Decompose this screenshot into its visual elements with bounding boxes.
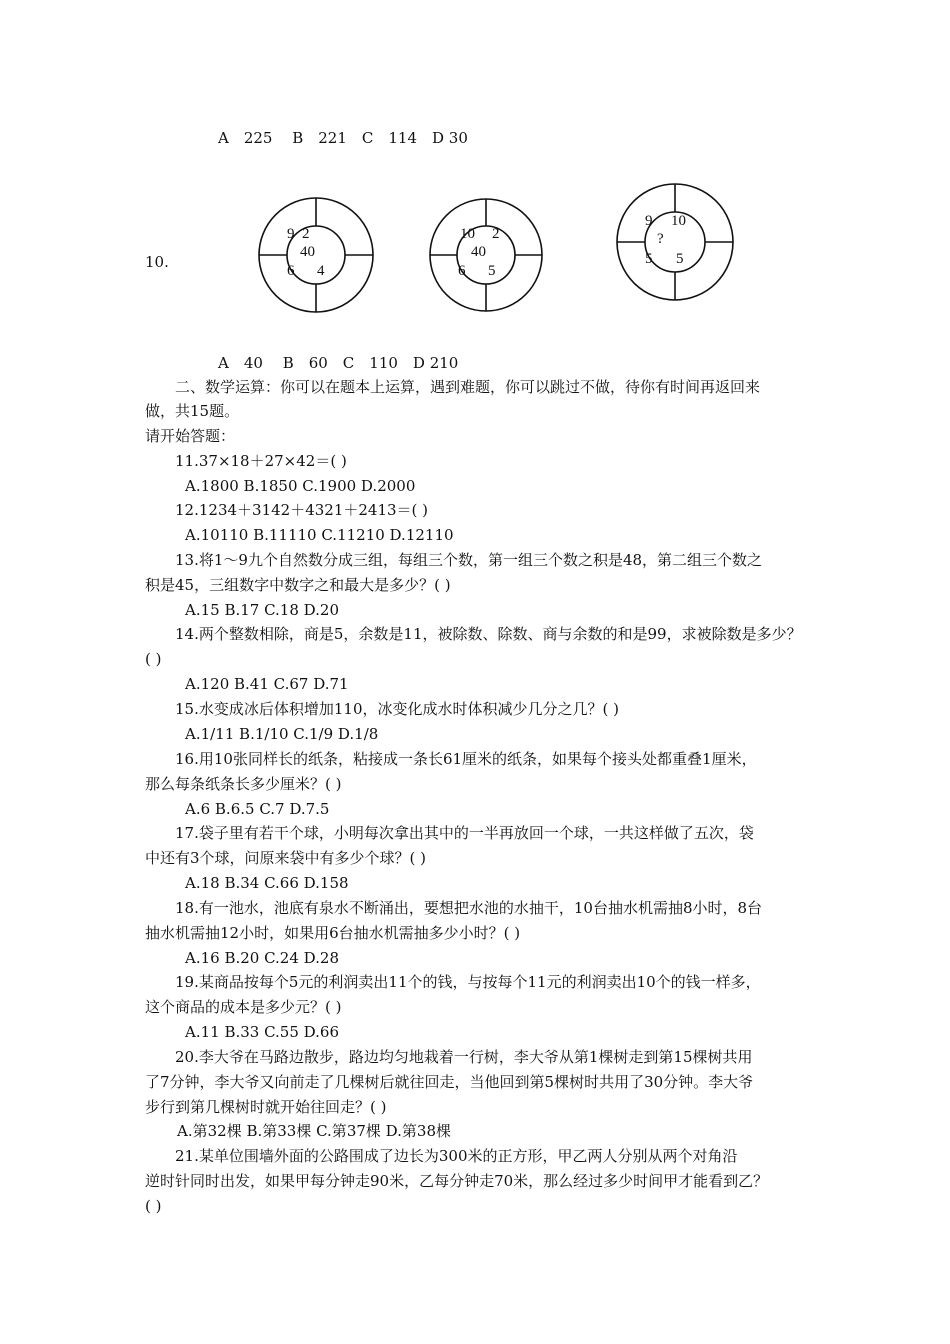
start-prompt: 请开始答题：	[145, 427, 236, 445]
q20-text-line2: 了7分钟，李大爷又向前走了几棵树后就往回走，当他回到第5棵树时共用了30分钟。李大爷	[145, 1073, 754, 1091]
q14-text-line1: 14.两个整数相除，商是5，余数是11，被除数、除数、商与余数的和是99，求被除数是多少？	[175, 625, 802, 643]
q14-options: A.120 B.41 C.67 D.71	[185, 675, 349, 693]
circle1-top-left: 9	[287, 226, 295, 242]
q10-number: 10.	[145, 253, 169, 271]
circle2-top-left: 10	[460, 226, 475, 242]
circle-diagram-1	[259, 198, 373, 312]
q20-options: A.第32棵 B.第33棵 C.第37棵 D.第38棵	[177, 1122, 452, 1140]
q11-text: 11.37×18＋27×42＝( )	[175, 452, 347, 470]
q10-circle-diagrams	[0, 0, 950, 340]
q21-text-line3: ( )	[145, 1197, 162, 1215]
circle3-center: ?	[657, 231, 664, 247]
q16-text-line1: 16.用10张同样长的纸条，粘接成一条长61厘米的纸条，如果每个接头处都重叠1厘米，	[175, 750, 757, 768]
circle3-top-left: 9	[645, 213, 653, 229]
q13-options: A.15 B.17 C.18 D.20	[185, 601, 340, 619]
q13-text-line1: 13.将1～9九个自然数分成三组，每组三个数，第一组三个数之积是48，第二组三个数之	[175, 551, 763, 569]
circle1-bottom-left: 6	[287, 263, 295, 279]
q18-text-line2: 抽水机需抽12小时，如果用6台抽水机需抽多少小时？( )	[145, 924, 521, 942]
circle2-bottom-left: 6	[458, 263, 466, 279]
circle3-bottom-right: 5	[676, 251, 684, 267]
q15-options: A.1/11 B.1/10 C.1/9 D.1/8	[185, 725, 379, 743]
circle1-bottom-right: 4	[317, 263, 325, 279]
q14-text-line2: ( )	[145, 650, 162, 668]
q9-options: A 225 B 221 C 114 D 30	[218, 129, 468, 147]
q19-text-line1: 19.某商品按每个5元的利润卖出11个的钱，与按每个11元的利润卖出10个的钱一样多，	[175, 973, 761, 991]
circle2-bottom-right: 5	[488, 263, 496, 279]
circle3-bottom-left: 5	[645, 251, 653, 267]
q13-text-line2: 积是45，三组数字中数字之和最大是多少？( )	[145, 576, 451, 594]
circle-diagram-2	[430, 199, 542, 311]
circle3-top-right: 10	[671, 213, 686, 229]
q19-options: A.11 B.33 C.55 D.66	[185, 1023, 340, 1041]
q10-options: A 40 B 60 C 110 D 210	[218, 354, 459, 372]
q12-options: A.10110 B.11110 C.11210 D.12110	[185, 526, 454, 544]
circle1-center: 40	[300, 244, 315, 260]
q12-text: 12.1234＋3142＋4321＋2413＝( )	[175, 501, 429, 519]
q15-text: 15.水变成冰后体积增加110，冰变化成水时体积减少几分之几？( )	[175, 700, 619, 718]
circle2-top-right: 2	[492, 226, 500, 242]
section2-intro-line1: 二、数学运算：你可以在题本上运算，遇到难题，你可以跳过不做，待你有时间再返回来	[175, 378, 761, 396]
q18-options: A.16 B.20 C.24 D.28	[185, 949, 340, 967]
circle1-top-right: 2	[302, 226, 310, 242]
q11-options: A.1800 B.1850 C.1900 D.2000	[185, 477, 416, 495]
circle-diagram-3	[617, 184, 733, 300]
q16-text-line2: 那么每条纸条长多少厘米？( )	[145, 775, 342, 793]
section2-intro-line2: 做，共15题。	[145, 402, 240, 420]
q21-text-line1: 21.某单位围墙外面的公路围成了边长为300米的正方形，甲乙两人分别从两个对角沿	[175, 1147, 738, 1165]
circle2-center: 40	[471, 244, 486, 260]
q17-options: A.18 B.34 C.66 D.158	[185, 874, 349, 892]
q21-text-line2: 逆时针同时出发，如果甲每分钟走90米，乙每分钟走70米，那么经过多少时间甲才能看到乙？	[145, 1172, 769, 1190]
q17-text-line1: 17.袋子里有若干个球，小明每次拿出其中的一半再放回一个球，一共这样做了五次，袋	[175, 824, 754, 842]
q20-text-line3: 步行到第几棵树时就开始往回走？( )	[145, 1098, 387, 1116]
q16-options: A.6 B.6.5 C.7 D.7.5	[185, 800, 330, 818]
q18-text-line1: 18.有一池水，池底有泉水不断涌出，要想把水池的水抽干，10台抽水机需抽8小时，8台	[175, 899, 763, 917]
q20-text-line1: 20.李大爷在马路边散步，路边均匀地栽着一行树，李大爷从第1棵树走到第15棵树共用	[175, 1048, 753, 1066]
q17-text-line2: 中还有3个球，问原来袋中有多少个球？( )	[145, 849, 427, 867]
q19-text-line2: 这个商品的成本是多少元？( )	[145, 998, 342, 1016]
